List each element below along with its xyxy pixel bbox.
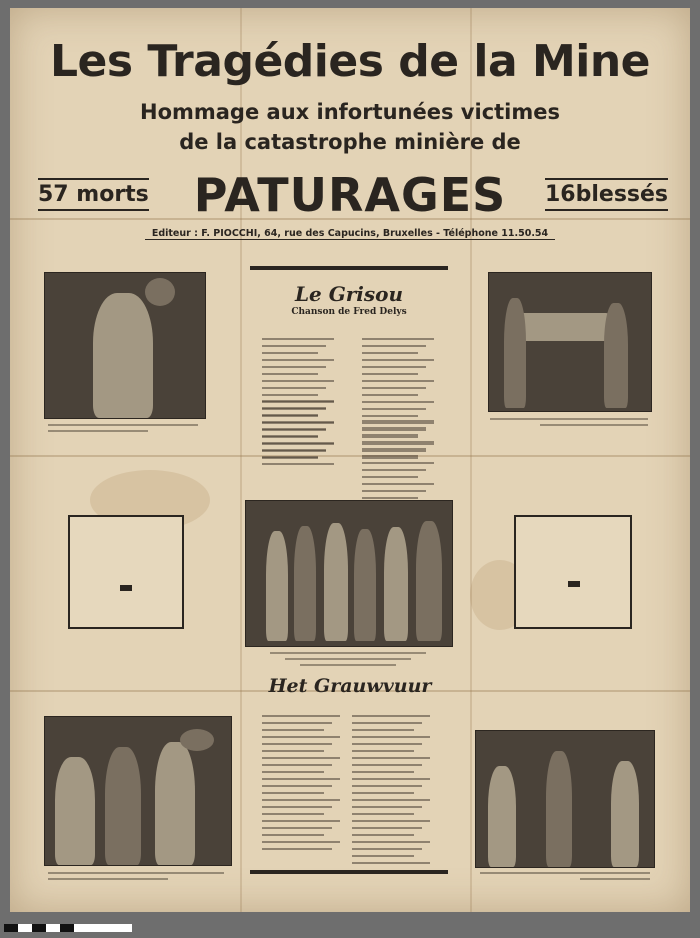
left-notice-box <box>68 515 184 629</box>
poem-text-line <box>352 792 414 794</box>
poem-text-line <box>362 366 426 368</box>
poem-text-line <box>262 394 318 396</box>
poem-text-line <box>362 387 426 389</box>
poem-text-line <box>262 387 326 389</box>
photo-caption <box>540 424 648 426</box>
poem-text-line <box>362 338 434 340</box>
poem-text-line <box>352 771 414 773</box>
poem-text-line <box>262 380 334 382</box>
photo-caption <box>300 664 396 666</box>
photo-caption <box>48 430 148 432</box>
poem-text-line <box>362 462 434 464</box>
miner-photo <box>44 272 206 419</box>
poem-text-line <box>362 429 426 431</box>
poem-text-line <box>262 463 334 465</box>
poem-text-line <box>262 771 324 773</box>
coffin-photo <box>488 272 652 412</box>
poem-title-grauwvuur: Het Grauwvuur <box>268 675 432 697</box>
photo-caption <box>480 872 650 874</box>
poem-text-line <box>362 436 418 438</box>
poster-subtitle-line1: Hommage aux infortunées victimes <box>140 100 560 124</box>
poem-text-line <box>352 750 414 752</box>
poem-text-line <box>262 442 334 444</box>
editor-line: Editeur : F. PIOCCHI, 64, rue des Capucins, Bruxelles - Téléphone 11.50.54 <box>145 228 555 240</box>
poem-text-line <box>352 827 422 829</box>
poem-text-line <box>362 490 426 492</box>
poem-text-line <box>262 827 332 829</box>
rescuers-photo <box>44 716 232 866</box>
poem-text-line <box>362 359 434 361</box>
poem-text-line <box>362 457 418 459</box>
poem-text-line <box>262 729 324 731</box>
poem-text-line <box>352 743 422 745</box>
poem-text-line <box>352 862 430 864</box>
poem-text-line <box>352 778 430 780</box>
stretcher-photo <box>475 730 655 868</box>
poem-text-line <box>352 820 430 822</box>
poem-text-line <box>262 366 326 368</box>
poem-text-line <box>352 806 422 808</box>
poster-title: Les Tragédies de la Mine <box>49 36 650 87</box>
poem-text-line <box>262 820 340 822</box>
poem-text-line <box>362 420 434 422</box>
place-name: PATURAGES <box>193 168 507 222</box>
poem-text-line <box>362 469 426 471</box>
poem-text-line <box>362 441 434 443</box>
poem-text-line <box>362 427 426 429</box>
poem-rule <box>250 266 448 270</box>
poem-text-line <box>362 434 418 436</box>
poem-text-line <box>362 497 418 499</box>
poem-text-line <box>262 449 326 451</box>
poem-text-line <box>362 415 418 417</box>
poem-text-line <box>352 715 430 717</box>
poem-text-line <box>352 785 422 787</box>
poem-text-line <box>262 778 340 780</box>
poem-text-line <box>262 792 324 794</box>
photo-caption <box>270 652 426 654</box>
poem-text-line <box>362 345 426 347</box>
fold-line <box>10 455 690 457</box>
poem-text-line <box>262 764 332 766</box>
poem-title-grisou: Le Grisou <box>294 282 404 306</box>
poem-text-line <box>362 401 434 403</box>
right-notice-box <box>514 515 632 629</box>
poem-text-line <box>262 345 326 347</box>
poem-text-line <box>262 456 318 458</box>
poem-text-line <box>262 338 334 340</box>
poem-text-line <box>262 736 340 738</box>
poem-text-line <box>262 806 332 808</box>
poem-text-line <box>352 848 422 850</box>
poem-text-line <box>352 729 414 731</box>
poem-text-line <box>352 855 414 857</box>
poem-text-line <box>352 799 430 801</box>
color-scale-bar <box>4 924 132 932</box>
poem-text-line <box>362 476 418 478</box>
poem-text-line <box>262 722 332 724</box>
poem-text-line <box>262 373 318 375</box>
poem-text-line <box>352 722 422 724</box>
poem-text-line <box>262 785 332 787</box>
poem-rule <box>250 870 448 874</box>
poster-subtitle-line2: de la catastrophe minière de <box>179 130 521 154</box>
poem-text-line <box>352 764 422 766</box>
photo-caption <box>48 878 168 880</box>
poem-text-line <box>362 380 434 382</box>
group-photo <box>245 500 453 647</box>
poem-text-line <box>362 483 434 485</box>
poem-text-line <box>362 394 418 396</box>
photo-caption <box>48 424 198 426</box>
poem-text-line <box>362 408 426 410</box>
poem-text-line <box>362 422 434 424</box>
poem-text-line <box>362 455 418 457</box>
poem-text-line <box>362 443 434 445</box>
photo-caption <box>490 418 648 420</box>
poem-text-line <box>262 834 324 836</box>
poem-text-line <box>262 407 326 409</box>
poem-text-line <box>262 813 324 815</box>
poem-text-line <box>262 743 332 745</box>
poem-text-line <box>362 373 418 375</box>
poem-text-line <box>362 352 418 354</box>
photo-caption <box>580 878 650 880</box>
poem-text-line <box>362 448 426 450</box>
poem-text-line <box>262 799 340 801</box>
poem-text-line <box>262 421 334 423</box>
photo-caption <box>48 872 224 874</box>
poem-text-line <box>262 400 334 402</box>
poem-text-line <box>352 841 430 843</box>
poem-text-line <box>262 352 318 354</box>
injured-count: 16blessés <box>545 178 668 211</box>
poem-text-line <box>262 715 340 717</box>
poem-text-line <box>262 414 318 416</box>
poem-text-line <box>262 841 340 843</box>
poem-text-line <box>352 813 414 815</box>
poem-author: Chanson de Fred Delys <box>291 307 407 317</box>
poem-text-line <box>262 428 326 430</box>
poem-text-line <box>262 757 340 759</box>
photo-caption <box>285 658 411 660</box>
poem-text-line <box>352 736 430 738</box>
poem-text-line <box>352 757 430 759</box>
poem-text-line <box>262 750 324 752</box>
poem-text-line <box>262 435 318 437</box>
deaths-count: 57 morts <box>38 178 149 211</box>
poem-text-line <box>362 450 426 452</box>
poem-text-line <box>262 359 334 361</box>
poem-text-line <box>352 834 414 836</box>
poem-text-line <box>262 848 332 850</box>
